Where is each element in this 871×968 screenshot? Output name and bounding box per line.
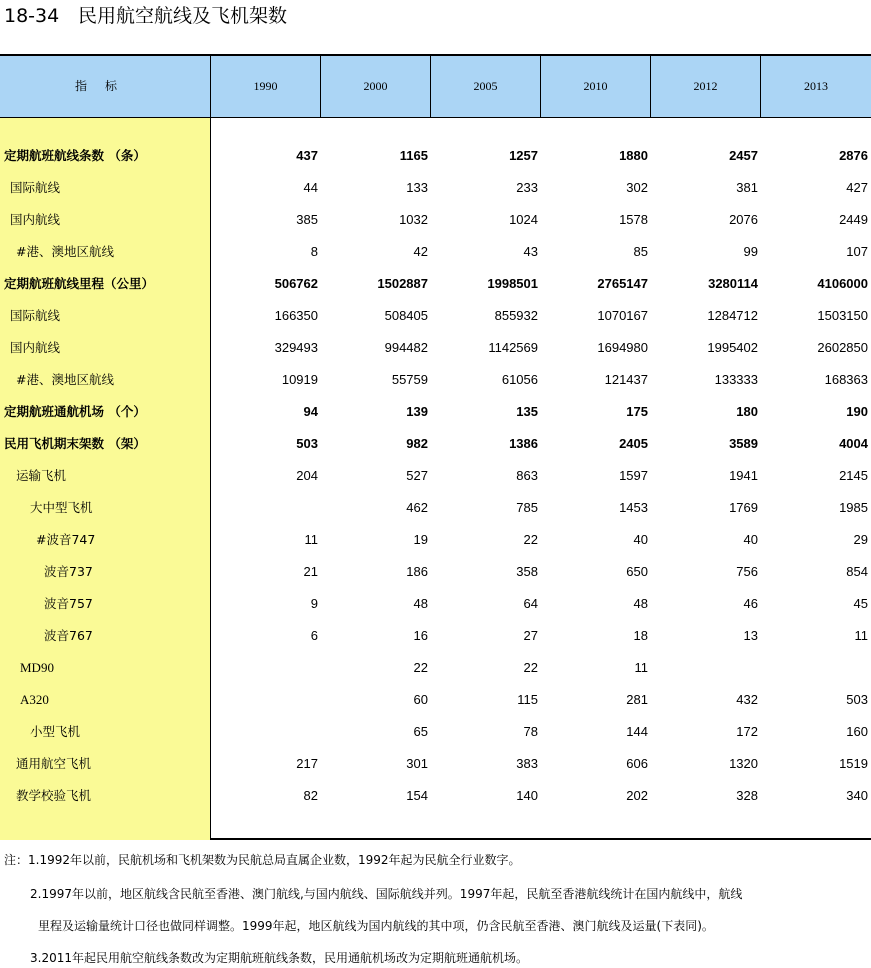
- cell-2013: [768, 652, 868, 684]
- cell-2010: 1070167: [597, 308, 648, 323]
- cell-1990: 506762: [274, 276, 318, 291]
- cell-2013: 11: [854, 628, 868, 643]
- cell-2000: 1032: [399, 212, 428, 227]
- cell-2000: 301: [406, 756, 428, 771]
- cell-2010: 175: [626, 404, 648, 419]
- cell-2005: 785: [516, 500, 538, 515]
- cell-2012: 99: [743, 244, 758, 259]
- table-row: [0, 780, 871, 812]
- table-header: [0, 56, 871, 118]
- cell-2012: 3589: [729, 436, 758, 451]
- cell-2013: 107: [846, 244, 868, 259]
- cell-2013: 1985: [839, 500, 868, 515]
- cell-2010: 121437: [604, 372, 648, 387]
- table-row: [0, 300, 871, 332]
- cell-2010: 2405: [619, 436, 648, 451]
- row-label: MD90: [20, 660, 54, 675]
- table-title: 民用航空航线及飞机架数: [78, 5, 288, 27]
- cell-2005: 22: [523, 660, 538, 675]
- cell-2005: 855932: [494, 308, 538, 323]
- table-row: [0, 684, 871, 716]
- cell-2005: 140: [516, 788, 538, 803]
- cell-2012: 1769: [729, 500, 758, 515]
- cell-2000: 55759: [391, 372, 428, 387]
- cell-2010: 18: [633, 628, 648, 643]
- cell-2000: 133: [406, 180, 428, 195]
- cell-2005: 383: [516, 756, 538, 771]
- cell-2012: 756: [736, 564, 758, 579]
- cell-2012: 381: [736, 180, 758, 195]
- cell-2012: 40: [743, 532, 758, 547]
- header-year-2005: 2005: [431, 56, 541, 117]
- cell-2013: 2876: [839, 148, 868, 163]
- cell-2010: 1694980: [597, 340, 648, 355]
- cell-2012: 2076: [729, 212, 758, 227]
- cell-1990: 166350: [274, 308, 318, 323]
- cell-2000: 48: [413, 596, 428, 611]
- cell-2005: 1024: [509, 212, 538, 227]
- cell-2000: 994482: [384, 340, 428, 355]
- cell-2005: 115: [517, 692, 538, 707]
- cell-2005: 1257: [509, 148, 538, 163]
- cell-2013: 340: [846, 788, 868, 803]
- cell-2000: 65: [413, 724, 428, 739]
- table-row: [0, 652, 871, 684]
- cell-2013: 2145: [839, 468, 868, 483]
- table-row: [0, 172, 871, 204]
- cell-1990: 385: [296, 212, 318, 227]
- cell-1990: 204: [296, 468, 318, 483]
- cell-1990: 8: [310, 244, 318, 259]
- cell-2012: 2457: [729, 148, 758, 163]
- cell-2012: 172: [736, 724, 758, 739]
- cell-2005: 22: [523, 532, 538, 547]
- header-year-2012: 2012: [651, 56, 761, 117]
- cell-2013: 4106000: [817, 276, 868, 291]
- cell-2013: 427: [846, 180, 868, 195]
- row-label: 运输飞机: [16, 468, 67, 483]
- table-number: 18-34: [4, 5, 60, 27]
- cell-2013: 160: [846, 724, 868, 739]
- cell-2013: 854: [846, 564, 868, 579]
- cell-2005: 1142569: [488, 340, 538, 355]
- cell-2013: 168363: [824, 372, 868, 387]
- table-row: [0, 268, 871, 300]
- table-row: [0, 524, 871, 556]
- cell-2013: 2449: [839, 212, 868, 227]
- cell-2000: 42: [413, 244, 428, 259]
- cell-1990: 6: [310, 628, 318, 643]
- table-row: [0, 332, 871, 364]
- data-table: [0, 54, 871, 840]
- cell-1990: 94: [303, 404, 318, 419]
- cell-1990: 21: [303, 564, 318, 579]
- table-row: [0, 620, 871, 652]
- cell-1990: 217: [296, 756, 318, 771]
- cell-2013: 4004: [839, 436, 868, 451]
- cell-1990: 10919: [281, 372, 318, 387]
- cell-2010: 85: [633, 244, 648, 259]
- cell-2000: 19: [413, 532, 428, 547]
- cell-1990: 9: [310, 596, 318, 611]
- row-label: 波音767: [44, 628, 93, 643]
- table-row: [0, 364, 871, 396]
- row-label: 大中型飞机: [30, 500, 93, 515]
- row-label: #港、澳地区航线: [16, 244, 114, 259]
- row-label: 定期航班航线里程（公里）: [4, 276, 155, 291]
- cell-2000: 462: [406, 500, 428, 515]
- cell-2000: 16: [413, 628, 428, 643]
- row-label: 定期航班通航机场 （个）: [4, 404, 146, 419]
- cell-2010: 1578: [619, 212, 648, 227]
- cell-2000: 22: [413, 660, 428, 675]
- footnote-2-continued: 里程及运输量统计口径也做同样调整。1999年起，地区航线为国内航线的其中项，仍含民航至香港、澳门航线及运量(下表同)。: [38, 919, 714, 933]
- cell-2005: 358: [516, 564, 538, 579]
- cell-2012: [658, 652, 758, 684]
- table-row: [0, 204, 871, 236]
- cell-2012: 328: [736, 788, 758, 803]
- cell-2012: 46: [743, 596, 758, 611]
- cell-2005: 863: [516, 468, 538, 483]
- cell-2000: 982: [406, 436, 428, 451]
- row-label: 小型飞机: [30, 724, 81, 739]
- cell-2013: 1519: [839, 756, 868, 771]
- header-year-1990: 1990: [211, 56, 321, 117]
- cell-2012: 1941: [729, 468, 758, 483]
- cell-2010: 650: [626, 564, 648, 579]
- table-row: [0, 396, 871, 428]
- cell-2005: 61056: [501, 372, 538, 387]
- cell-2013: 1503150: [817, 308, 868, 323]
- cell-2005: 27: [523, 628, 538, 643]
- table-row: [0, 236, 871, 268]
- cell-2010: 40: [633, 532, 648, 547]
- cell-1990: 329493: [274, 340, 318, 355]
- cell-2013: 29: [853, 532, 868, 547]
- table-row: [0, 492, 871, 524]
- cell-2012: 13: [743, 628, 758, 643]
- cell-2010: 144: [626, 724, 648, 739]
- row-label: 国内航线: [10, 212, 61, 227]
- row-label: 定期航班航线条数 （条）: [4, 148, 146, 163]
- cell-2012: 1320: [729, 756, 758, 771]
- cell-2012: 432: [736, 692, 758, 707]
- cell-2013: 45: [853, 596, 868, 611]
- cell-1990: [218, 716, 318, 748]
- page-title: [4, 3, 287, 29]
- cell-2000: 60: [413, 692, 428, 707]
- header-year-2000: 2000: [321, 56, 431, 117]
- row-label: 教学校验飞机: [16, 788, 92, 803]
- row-label: 国际航线: [10, 308, 61, 323]
- table-row: [0, 748, 871, 780]
- cell-2013: 503: [846, 692, 868, 707]
- cell-2013: 2602850: [817, 340, 868, 355]
- row-label: 波音737: [44, 564, 93, 579]
- cell-1990: 82: [303, 788, 318, 803]
- cell-2010: 1453: [619, 500, 648, 515]
- cell-2012: 3280114: [708, 276, 758, 291]
- table-row: [0, 140, 871, 172]
- table-row: [0, 588, 871, 620]
- cell-2010: 2765147: [597, 276, 648, 291]
- cell-2005: 43: [523, 244, 538, 259]
- cell-2012: 1284712: [707, 308, 758, 323]
- table-row: [0, 556, 871, 588]
- cell-2010: 202: [626, 788, 648, 803]
- cell-2005: 1998501: [487, 276, 538, 291]
- cell-1990: 503: [296, 436, 318, 451]
- cell-1990: [218, 492, 318, 524]
- cell-2010: 302: [626, 180, 648, 195]
- cell-1990: 44: [303, 180, 318, 195]
- footnote-3: 3.2011年起民用航空航线条数改为定期航班航线条数，民用通航机场改为定期航班通航机场。: [30, 951, 528, 965]
- footnote-2: 2.1997年以前，地区航线含民航至香港、澳门航线,与国内航线、国际航线并列。1997年起，民航至香港航线统计在国内航线中，航线: [30, 887, 743, 901]
- cell-2005: 64: [523, 596, 538, 611]
- cell-2005: 233: [516, 180, 538, 195]
- cell-2000: 1165: [399, 148, 428, 163]
- cell-2010: 281: [626, 692, 648, 707]
- table-row: [0, 460, 871, 492]
- cell-2000: 154: [406, 788, 428, 803]
- cell-2000: 527: [406, 468, 428, 483]
- row-label: 民用飞机期末架数 （架）: [4, 436, 146, 451]
- cell-2000: 186: [406, 564, 428, 579]
- cell-2000: 139: [406, 404, 428, 419]
- row-label: #波音747: [36, 532, 96, 547]
- cell-1990: [218, 684, 318, 716]
- cell-2010: 606: [626, 756, 648, 771]
- table-row: [0, 716, 871, 748]
- cell-2013: 190: [846, 404, 868, 419]
- cell-1990: [218, 652, 318, 684]
- cell-1990: 437: [296, 148, 318, 163]
- row-label: 波音757: [44, 596, 93, 611]
- row-label: 国内航线: [10, 340, 61, 355]
- cell-2005: 135: [516, 404, 538, 419]
- cell-2000: 508405: [384, 308, 428, 323]
- row-label: 国际航线: [10, 180, 61, 195]
- cell-1990: 11: [304, 532, 318, 547]
- row-label: #港、澳地区航线: [16, 372, 114, 387]
- table-row: [0, 428, 871, 460]
- cell-2010: 11: [634, 660, 648, 675]
- cell-2010: 48: [633, 596, 648, 611]
- cell-2012: 180: [736, 404, 758, 419]
- header-year-2010: 2010: [541, 56, 651, 117]
- cell-2012: 1995402: [707, 340, 758, 355]
- cell-2005: 1386: [509, 436, 538, 451]
- footnote-1: 注：1.1992年以前，民航机场和飞机架数为民航总局直属企业数，1992年起为民航全行业数字。: [4, 853, 521, 867]
- cell-2010: 1597: [619, 468, 648, 483]
- header-indicator: 指标: [0, 56, 211, 117]
- cell-2010: 1880: [619, 148, 648, 163]
- cell-2012: 133333: [714, 372, 758, 387]
- header-year-2013: 2013: [804, 79, 828, 93]
- cell-2000: 1502887: [377, 276, 428, 291]
- cell-2005: 78: [523, 724, 538, 739]
- row-label: A320: [20, 692, 49, 707]
- row-label: 通用航空飞机: [16, 756, 92, 771]
